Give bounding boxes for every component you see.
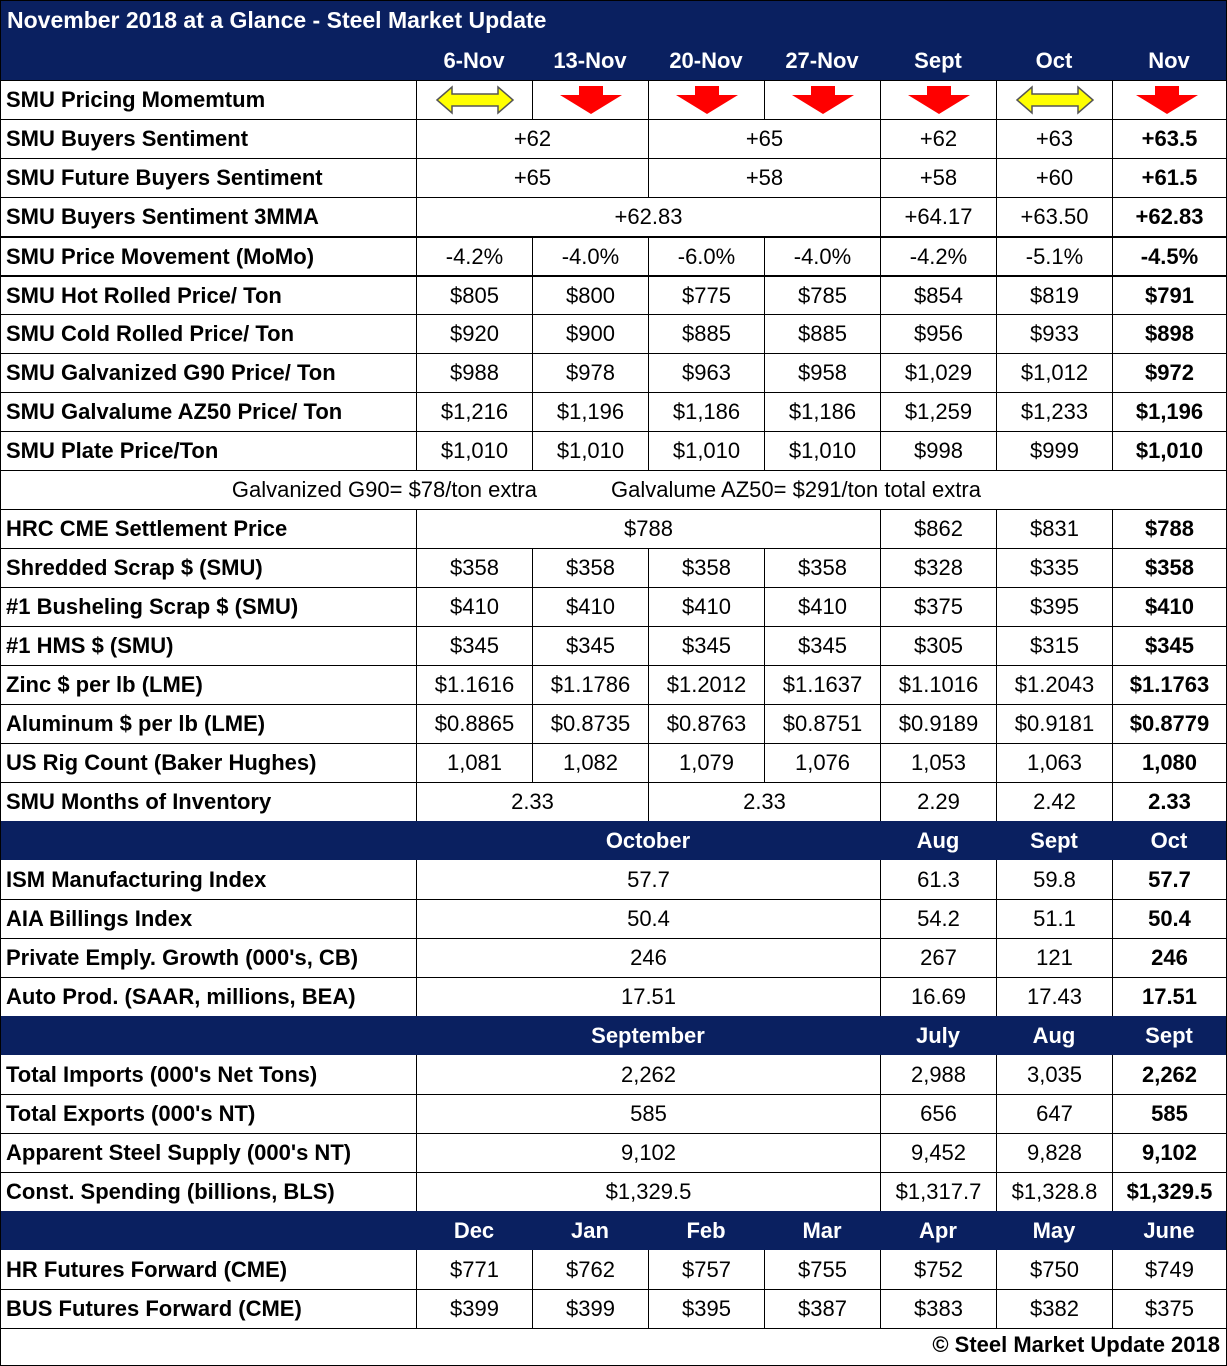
- table-cell: 2.33: [416, 783, 648, 821]
- table-row: [1, 353, 1226, 392]
- table-cell: $0.9189: [880, 705, 996, 743]
- table-row: [1, 236, 1226, 275]
- table-cell: $410: [764, 588, 880, 626]
- table-cell: +60: [996, 159, 1112, 197]
- table-cell: 3,035: [996, 1055, 1112, 1094]
- table-cell: $375: [880, 588, 996, 626]
- table-cell: $1,010: [416, 432, 532, 470]
- current-value-cell: $1.1763: [1112, 666, 1226, 704]
- current-value-cell: $1,010: [1112, 432, 1226, 470]
- table-cell: $785: [764, 277, 880, 314]
- table-cell: $1.2043: [996, 666, 1112, 704]
- current-value-cell: $788: [1112, 510, 1226, 548]
- current-value-cell: 2.33: [1112, 783, 1226, 821]
- table-cell: $1,186: [764, 393, 880, 431]
- table-cell: $399: [532, 1290, 648, 1328]
- table-cell: $831: [996, 510, 1112, 548]
- table-row: [1, 392, 1226, 431]
- current-value-cell: 50.4: [1112, 900, 1226, 938]
- table-row: [1, 704, 1226, 743]
- column-header: Oct: [1035, 47, 1073, 73]
- table-cell: $1.1637: [764, 666, 880, 704]
- table-row: [1, 1250, 1226, 1289]
- current-value-cell: 585: [1112, 1095, 1226, 1133]
- table-row: [1, 275, 1226, 314]
- row-label: SMU Months of Inventory: [6, 789, 272, 814]
- current-value-cell: $898: [1112, 315, 1226, 353]
- current-value-cell: 246: [1112, 939, 1226, 977]
- table-cell: $345: [532, 627, 648, 665]
- table-row: [1, 977, 1226, 1016]
- table-row: [1, 782, 1226, 821]
- row-label: AIA Billings Index: [6, 906, 193, 931]
- current-value-cell: 1,080: [1112, 744, 1226, 782]
- table-cell: $0.8751: [764, 705, 880, 743]
- row-label: Aluminum $ per lb (LME): [6, 711, 266, 736]
- table-row: [1, 1172, 1226, 1211]
- column-header: Aug: [1032, 1022, 1076, 1048]
- table-cell: 121: [996, 939, 1112, 977]
- column-header: 13-Nov: [553, 47, 627, 73]
- column-header: 27-Nov: [785, 47, 859, 73]
- table-cell: $1,317.7: [880, 1173, 996, 1211]
- table-cell: 2.33: [648, 783, 880, 821]
- table-cell: +62: [880, 120, 996, 158]
- table-cell: $750: [996, 1250, 1112, 1289]
- table-cell: $788: [416, 510, 880, 548]
- current-value-cell: +62.83: [1112, 198, 1226, 236]
- table-row: [1, 431, 1226, 470]
- column-header: Jan: [571, 1217, 609, 1243]
- row-label: SMU Galvalume AZ50 Price/ Ton: [6, 399, 343, 424]
- header-row-futures: [1, 1211, 1226, 1250]
- table-row: [1, 548, 1226, 587]
- table-cell: 1,076: [764, 744, 880, 782]
- row-label: SMU Galvanized G90 Price/ Ton: [6, 360, 336, 385]
- table-cell: 9,452: [880, 1134, 996, 1172]
- table-cell: $885: [764, 315, 880, 353]
- table-cell: 9,102: [416, 1134, 880, 1172]
- down-arrow-icon: [791, 85, 855, 115]
- down-arrow-icon: [1135, 85, 1199, 115]
- row-label: SMU Pricing Momemtum: [6, 87, 266, 112]
- table-row: [1, 1094, 1226, 1133]
- table-cell: 2,262: [416, 1055, 880, 1094]
- table-cell: $335: [996, 549, 1112, 587]
- column-header: July: [915, 1022, 961, 1048]
- table-cell: 647: [996, 1095, 1112, 1133]
- table-cell: -4.0%: [764, 238, 880, 275]
- table-cell: $999: [996, 432, 1112, 470]
- page-title: November 2018 at a Glance - Steel Market Update: [7, 7, 547, 33]
- table-cell: 17.43: [996, 978, 1112, 1016]
- table-cell: $395: [648, 1290, 764, 1328]
- table-cell: 1,063: [996, 744, 1112, 782]
- row-label: #1 HMS $ (SMU): [6, 633, 174, 658]
- row-label: BUS Futures Forward (CME): [6, 1296, 302, 1321]
- down-arrow-icon: [559, 85, 623, 115]
- table-row: [1, 665, 1226, 704]
- table-cell: +58: [880, 159, 996, 197]
- momentum-cell: [764, 81, 880, 119]
- table-row: [1, 860, 1226, 899]
- table-row: [1, 743, 1226, 782]
- table-cell: $315: [996, 627, 1112, 665]
- table-cell: $988: [416, 354, 532, 392]
- table-cell: 585: [416, 1095, 880, 1133]
- current-value-cell: +63.5: [1112, 120, 1226, 158]
- table-cell: $956: [880, 315, 996, 353]
- table-cell: +63.50: [996, 198, 1112, 236]
- table-cell: 2,988: [880, 1055, 996, 1094]
- table-row: [1, 1055, 1226, 1094]
- table-cell: 54.2: [880, 900, 996, 938]
- notes-row: [1, 470, 1226, 509]
- sideways-arrow-icon: [435, 85, 515, 115]
- table-cell: $900: [532, 315, 648, 353]
- table-row: [1, 1289, 1226, 1328]
- table-cell: $1,012: [996, 354, 1112, 392]
- current-value-cell: $972: [1112, 354, 1226, 392]
- row-label: Total Imports (000's Net Tons): [6, 1061, 318, 1087]
- column-header: Mar: [802, 1217, 842, 1243]
- table-bottom-rule: [1, 1328, 1226, 1329]
- row-label: Shredded Scrap $ (SMU): [6, 555, 263, 580]
- table-cell: $345: [648, 627, 764, 665]
- column-header: Aug: [916, 827, 960, 853]
- column-header: Dec: [453, 1217, 495, 1243]
- table-cell: $305: [880, 627, 996, 665]
- table-cell: 16.69: [880, 978, 996, 1016]
- current-value-cell: 57.7: [1112, 860, 1226, 899]
- table-cell: 656: [880, 1095, 996, 1133]
- row-label: ISM Manufacturing Index: [6, 866, 267, 892]
- column-header: September: [591, 1022, 705, 1048]
- table-cell: +65: [416, 159, 648, 197]
- current-value-cell: +61.5: [1112, 159, 1226, 197]
- title-bar: [1, 1, 1226, 41]
- table-row: [1, 314, 1226, 353]
- table-cell: $885: [648, 315, 764, 353]
- row-label: SMU Buyers Sentiment: [6, 126, 249, 151]
- current-value-cell: $358: [1112, 549, 1226, 587]
- table-cell: 9,828: [996, 1134, 1112, 1172]
- table-cell: $862: [880, 510, 996, 548]
- table-cell: $410: [648, 588, 764, 626]
- table-cell: $963: [648, 354, 764, 392]
- table-cell: 57.7: [416, 860, 880, 899]
- row-label: Zinc $ per lb (LME): [6, 672, 203, 697]
- current-value-cell: 17.51: [1112, 978, 1226, 1016]
- table-row: [1, 1133, 1226, 1172]
- table-cell: $345: [764, 627, 880, 665]
- column-header: Oct: [1150, 827, 1188, 853]
- table-cell: $920: [416, 315, 532, 353]
- row-label: HR Futures Forward (CME): [6, 1256, 288, 1282]
- row-label: #1 Busheling Scrap $ (SMU): [6, 594, 299, 619]
- table-cell: $752: [880, 1250, 996, 1289]
- table-cell: $382: [996, 1290, 1112, 1328]
- table-row: [1, 626, 1226, 665]
- table-cell: $1,216: [416, 393, 532, 431]
- row-label: Apparent Steel Supply (000's NT): [6, 1140, 352, 1165]
- current-value-cell: 9,102: [1112, 1134, 1226, 1172]
- table-row: [1, 587, 1226, 626]
- table-row: [1, 80, 1226, 119]
- table-cell: $958: [764, 354, 880, 392]
- galvanized-note: Galvanized G90= $78/ton extra: [231, 477, 537, 502]
- table-cell: +65: [648, 120, 880, 158]
- table-cell: $328: [880, 549, 996, 587]
- table-cell: $755: [764, 1250, 880, 1289]
- table-cell: $749: [1112, 1250, 1226, 1289]
- table-cell: $1,196: [532, 393, 648, 431]
- current-value-cell: 2,262: [1112, 1055, 1226, 1094]
- table-cell: 2.29: [880, 783, 996, 821]
- column-header: Nov: [1148, 47, 1190, 73]
- table-cell: 1,053: [880, 744, 996, 782]
- table-cell: $1,259: [880, 393, 996, 431]
- table-cell: 61.3: [880, 860, 996, 899]
- table-cell: $819: [996, 277, 1112, 314]
- row-label: SMU Price Movement (MoMo): [6, 243, 315, 269]
- table-cell: 17.51: [416, 978, 880, 1016]
- table-cell: $358: [416, 549, 532, 587]
- table-cell: -4.2%: [880, 238, 996, 275]
- row-label: US Rig Count (Baker Hughes): [6, 750, 317, 775]
- table-row: [1, 119, 1226, 158]
- down-arrow-icon: [675, 85, 739, 115]
- down-arrow-icon: [907, 85, 971, 115]
- table-cell: $387: [764, 1290, 880, 1328]
- row-label: Private Emply. Growth (000's, CB): [6, 945, 359, 970]
- momentum-cell: [532, 81, 648, 119]
- table-cell: +58: [648, 159, 880, 197]
- current-value-cell: $345: [1112, 627, 1226, 665]
- table-cell: +63: [996, 120, 1112, 158]
- table-row: [1, 158, 1226, 197]
- table-cell: $1.2012: [648, 666, 764, 704]
- table-cell: $800: [532, 277, 648, 314]
- table-cell: -4.0%: [532, 238, 648, 275]
- table-cell: $0.8763: [648, 705, 764, 743]
- table-row: [1, 938, 1226, 977]
- table-cell: -5.1%: [996, 238, 1112, 275]
- column-header: Feb: [686, 1217, 726, 1243]
- table-cell: $1,010: [532, 432, 648, 470]
- table-cell: 267: [880, 939, 996, 977]
- table-cell: $1.1016: [880, 666, 996, 704]
- table-cell: $358: [764, 549, 880, 587]
- table-cell: 246: [416, 939, 880, 977]
- table-cell: $762: [532, 1250, 648, 1289]
- table-cell: $1,010: [764, 432, 880, 470]
- header-row-trade: [1, 1016, 1226, 1055]
- table-cell: +62: [416, 120, 648, 158]
- row-label: Auto Prod. (SAAR, millions, BEA): [6, 984, 356, 1009]
- table-cell: $0.9181: [996, 705, 1112, 743]
- table-cell: +64.17: [880, 198, 996, 236]
- column-header: June: [1143, 1217, 1195, 1243]
- table-cell: $805: [416, 277, 532, 314]
- row-label: SMU Hot Rolled Price/ Ton: [6, 282, 282, 308]
- copyright-footer: © Steel Market Update 2018: [932, 1332, 1220, 1357]
- table-cell: $998: [880, 432, 996, 470]
- row-label: SMU Buyers Sentiment 3MMA: [6, 204, 319, 229]
- galvalume-note: Galvalume AZ50= $291/ton total extra: [611, 477, 981, 502]
- current-value-cell: -4.5%: [1112, 238, 1226, 275]
- column-header: Apr: [919, 1217, 957, 1243]
- table-cell: $1,329.5: [416, 1173, 880, 1211]
- table-cell: $383: [880, 1290, 996, 1328]
- row-label: SMU Future Buyers Sentiment: [6, 165, 323, 190]
- table-cell: $345: [416, 627, 532, 665]
- table-cell: +62.83: [416, 198, 880, 236]
- row-label: Total Exports (000's NT): [6, 1101, 256, 1126]
- table-cell: 59.8: [996, 860, 1112, 899]
- table-cell: $1,328.8: [996, 1173, 1112, 1211]
- column-header: Sept: [1030, 827, 1078, 853]
- momentum-cell: [416, 81, 532, 119]
- row-label: HRC CME Settlement Price: [6, 516, 288, 541]
- table-cell: 1,081: [416, 744, 532, 782]
- column-header: 6-Nov: [443, 47, 505, 73]
- table-cell: $0.8865: [416, 705, 532, 743]
- row-label: Const. Spending (billions, BLS): [6, 1179, 335, 1204]
- table-cell: $1,186: [648, 393, 764, 431]
- momentum-cell: [1112, 81, 1226, 119]
- column-header: October: [605, 827, 691, 853]
- table-row: [1, 899, 1226, 938]
- table-cell: $1,029: [880, 354, 996, 392]
- table-cell: $395: [996, 588, 1112, 626]
- table-cell: $1,010: [648, 432, 764, 470]
- column-header: Sept: [914, 47, 962, 73]
- table-cell: $854: [880, 277, 996, 314]
- table-cell: $375: [1112, 1290, 1226, 1328]
- row-label: SMU Cold Rolled Price/ Ton: [6, 321, 295, 346]
- column-header: Sept: [1145, 1022, 1193, 1048]
- table-cell: $933: [996, 315, 1112, 353]
- table-cell: $1.1786: [532, 666, 648, 704]
- current-value-cell: $1,196: [1112, 393, 1226, 431]
- table-cell: 2.42: [996, 783, 1112, 821]
- table-cell: $757: [648, 1250, 764, 1289]
- table-cell: 1,082: [532, 744, 648, 782]
- table-cell: $410: [532, 588, 648, 626]
- current-value-cell: $1,329.5: [1112, 1173, 1226, 1211]
- table-cell: $775: [648, 277, 764, 314]
- momentum-cell: [996, 81, 1112, 119]
- sideways-arrow-icon: [1015, 85, 1095, 115]
- header-row-economic: [1, 821, 1226, 860]
- table-cell: $771: [416, 1250, 532, 1289]
- table-cell: $410: [416, 588, 532, 626]
- row-label: SMU Plate Price/Ton: [6, 438, 219, 463]
- table-cell: -4.2%: [416, 238, 532, 275]
- current-value-cell: $791: [1112, 277, 1226, 314]
- table-cell: 50.4: [416, 900, 880, 938]
- table-cell: 51.1: [996, 900, 1112, 938]
- table-cell: $978: [532, 354, 648, 392]
- current-value-cell: $0.8779: [1112, 705, 1226, 743]
- table-cell: $1.1616: [416, 666, 532, 704]
- table-cell: $358: [532, 549, 648, 587]
- current-value-cell: $410: [1112, 588, 1226, 626]
- header-row-weeks: [1, 41, 1226, 80]
- table-cell: $358: [648, 549, 764, 587]
- column-header: May: [1032, 1217, 1076, 1243]
- column-header: 20-Nov: [669, 47, 743, 73]
- table-row: [1, 197, 1226, 236]
- table-cell: 1,079: [648, 744, 764, 782]
- momentum-cell: [880, 81, 996, 119]
- table-row: [1, 509, 1226, 548]
- table-cell: $1,233: [996, 393, 1112, 431]
- table-cell: -6.0%: [648, 238, 764, 275]
- table-cell: $399: [416, 1290, 532, 1328]
- momentum-cell: [648, 81, 764, 119]
- table-cell: $0.8735: [532, 705, 648, 743]
